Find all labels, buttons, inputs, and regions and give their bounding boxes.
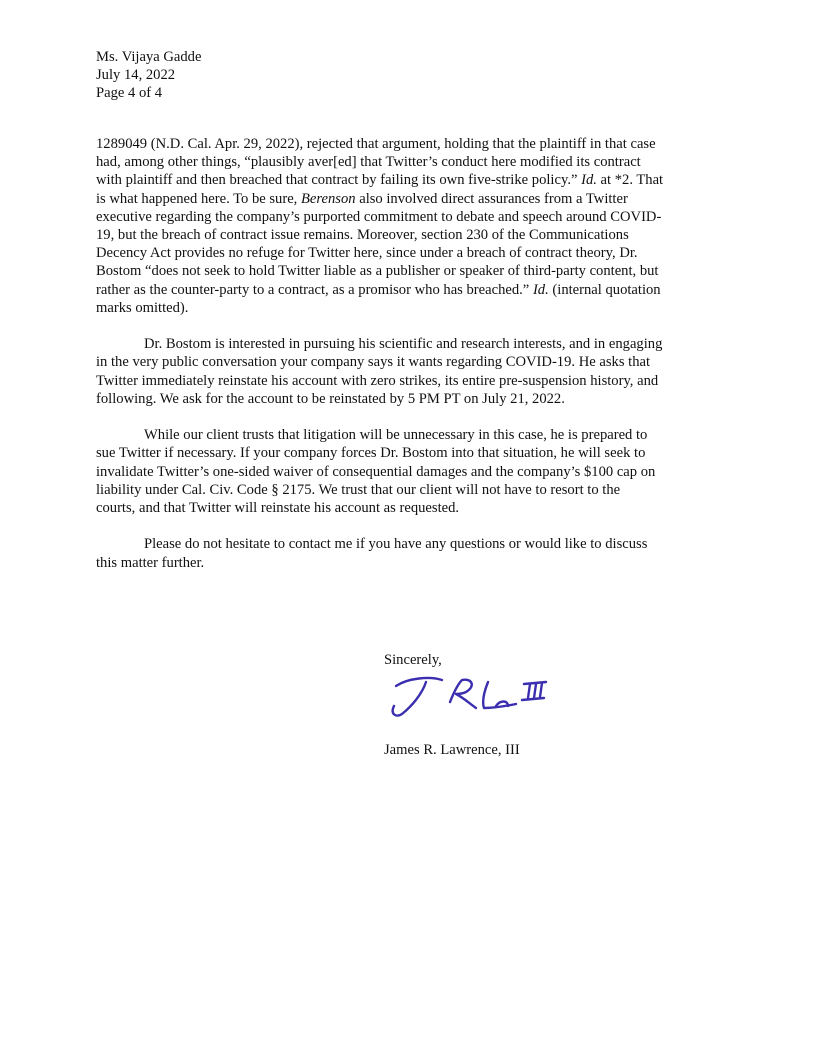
letter-header <box>96 48 201 103</box>
text-line: executive regarding the company’s purported commitment to debate and speech around COVID- <box>96 208 662 225</box>
text-line: courts, and that Twitter will reinstate his account as requested. <box>96 500 460 517</box>
citation-italic: Berenson <box>300 190 356 207</box>
paragraph-1 <box>96 135 720 317</box>
citation-italic: Id. <box>581 172 597 189</box>
signer-name: James R. Lawrence, III <box>384 742 520 758</box>
text-line: Bostom “does not seek to hold Twitter liable as a publisher or speaker of third-party content, but <box>96 263 659 280</box>
text-line: While our client trusts that litigation will be unnecessary in this case, he is prepared to <box>144 427 648 444</box>
text-line: marks omitted). <box>96 299 189 316</box>
handwritten-signature <box>384 672 554 720</box>
text-line: liability under Cal. Civ. Code § 2175. We trust that our client will not have to resort to the <box>96 481 621 498</box>
paragraph-3 <box>96 426 720 517</box>
text-line: is what happened here. To be sure, Berenson also involved direct assurances from a Twitter <box>96 190 628 207</box>
text-line: Please do not hesitate to contact me if you have any questions or would like to discuss <box>144 536 648 553</box>
page-number: Page 4 of 4 <box>96 85 163 102</box>
closing-salutation: Sincerely, <box>384 652 442 668</box>
text-line: this matter further. <box>96 554 205 571</box>
text-line: 19, but the breach of contract issue remains. Moreover, section 230 of the Communications <box>96 227 629 244</box>
recipient-name: Ms. Vijaya Gadde <box>96 49 202 65</box>
citation-italic: Id. <box>532 281 549 298</box>
text-line: invalidate Twitter’s one-sided waiver of consequential damages and the company’s $100 cap on <box>96 463 656 480</box>
paragraph-4 <box>96 535 720 571</box>
letter-body <box>96 135 720 590</box>
text-line: had, among other things, “plausibly aver[ed] that Twitter’s conduct here modified its contract <box>96 154 641 171</box>
text-line: sue Twitter if necessary. If your company forces Dr. Bostom into that situation, he will seek to <box>96 445 646 462</box>
text-line: rather as the counter-party to a contract, as a promisor who has breached.” Id. (internal quotation <box>96 281 661 298</box>
text-line: 1289049 (N.D. Cal. Apr. 29, 2022), rejected that argument, holding that the plaintiff in that case <box>96 136 656 152</box>
text-line: Dr. Bostom is interested in pursuing his scientific and research interests, and in engaging <box>144 336 663 353</box>
text-line: in the very public conversation your company says it wants regarding COVID-19. He asks that <box>96 354 651 371</box>
letter-date: July 14, 2022 <box>96 67 176 84</box>
text-line: Decency Act provides no refuge for Twitter here, since under a breach of contract theory, Dr. <box>96 245 638 262</box>
text-line: Twitter immediately reinstate his account with zero strikes, its entire pre-suspension history, and <box>96 372 659 389</box>
text-line: with plaintiff and then breached that contract by failing its own five-strike policy.” Id. at *2. That <box>96 172 664 189</box>
paragraph-2 <box>96 335 720 408</box>
text-line: following. We ask for the account to be reinstated by 5 PM PT on July 21, 2022. <box>96 390 565 407</box>
